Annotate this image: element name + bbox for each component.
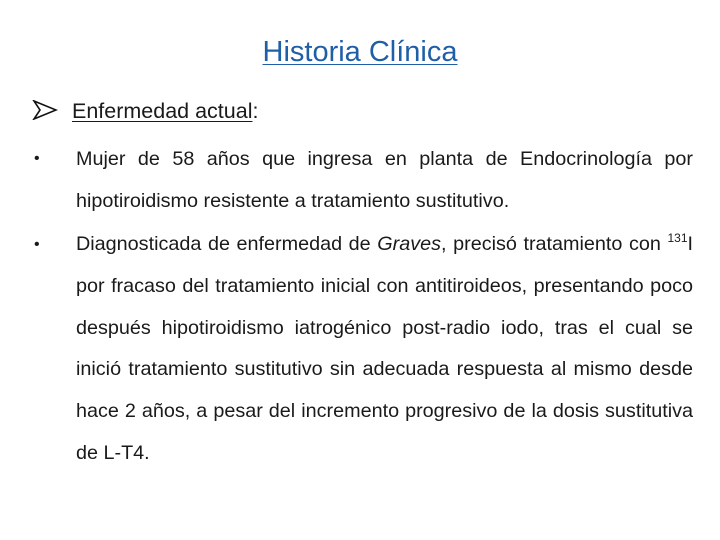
isotope-superscript: 131 xyxy=(667,231,688,245)
bullet-text: Mujer de 58 años que ingresa en planta de Endocrinología por hipotiroidismo resistente a tratamiento sustitutivo. xyxy=(76,148,693,212)
text-segment: I por fracaso del tratamiento inicial con antitiroideos, presentando poco después hipotiroidismo iatrogénico post-radio iodo, tras el cual se inició tratamiento sustitutivo sin adecuada respuesta al mismo desde hace 2 años, a pesar del incremento progresivo de la dosis sustitutiva de L-T4. xyxy=(76,233,693,464)
section-colon: : xyxy=(252,99,259,123)
section-heading xyxy=(32,98,258,124)
italic-term: Graves xyxy=(377,233,442,255)
text-segment: , precisó tratamiento con xyxy=(441,233,668,255)
list-item xyxy=(32,138,696,222)
bullet-text xyxy=(76,224,693,475)
list-item xyxy=(32,224,696,475)
section-label: Enfermedad actual xyxy=(72,99,253,123)
text-segment: Diagnosticada de enfermedad de xyxy=(76,233,378,255)
bullet-point: • xyxy=(34,150,40,167)
bullet-point: • xyxy=(34,236,40,253)
page-title: Historia Clínica xyxy=(262,36,458,68)
arrow-bullet-icon xyxy=(32,100,58,120)
